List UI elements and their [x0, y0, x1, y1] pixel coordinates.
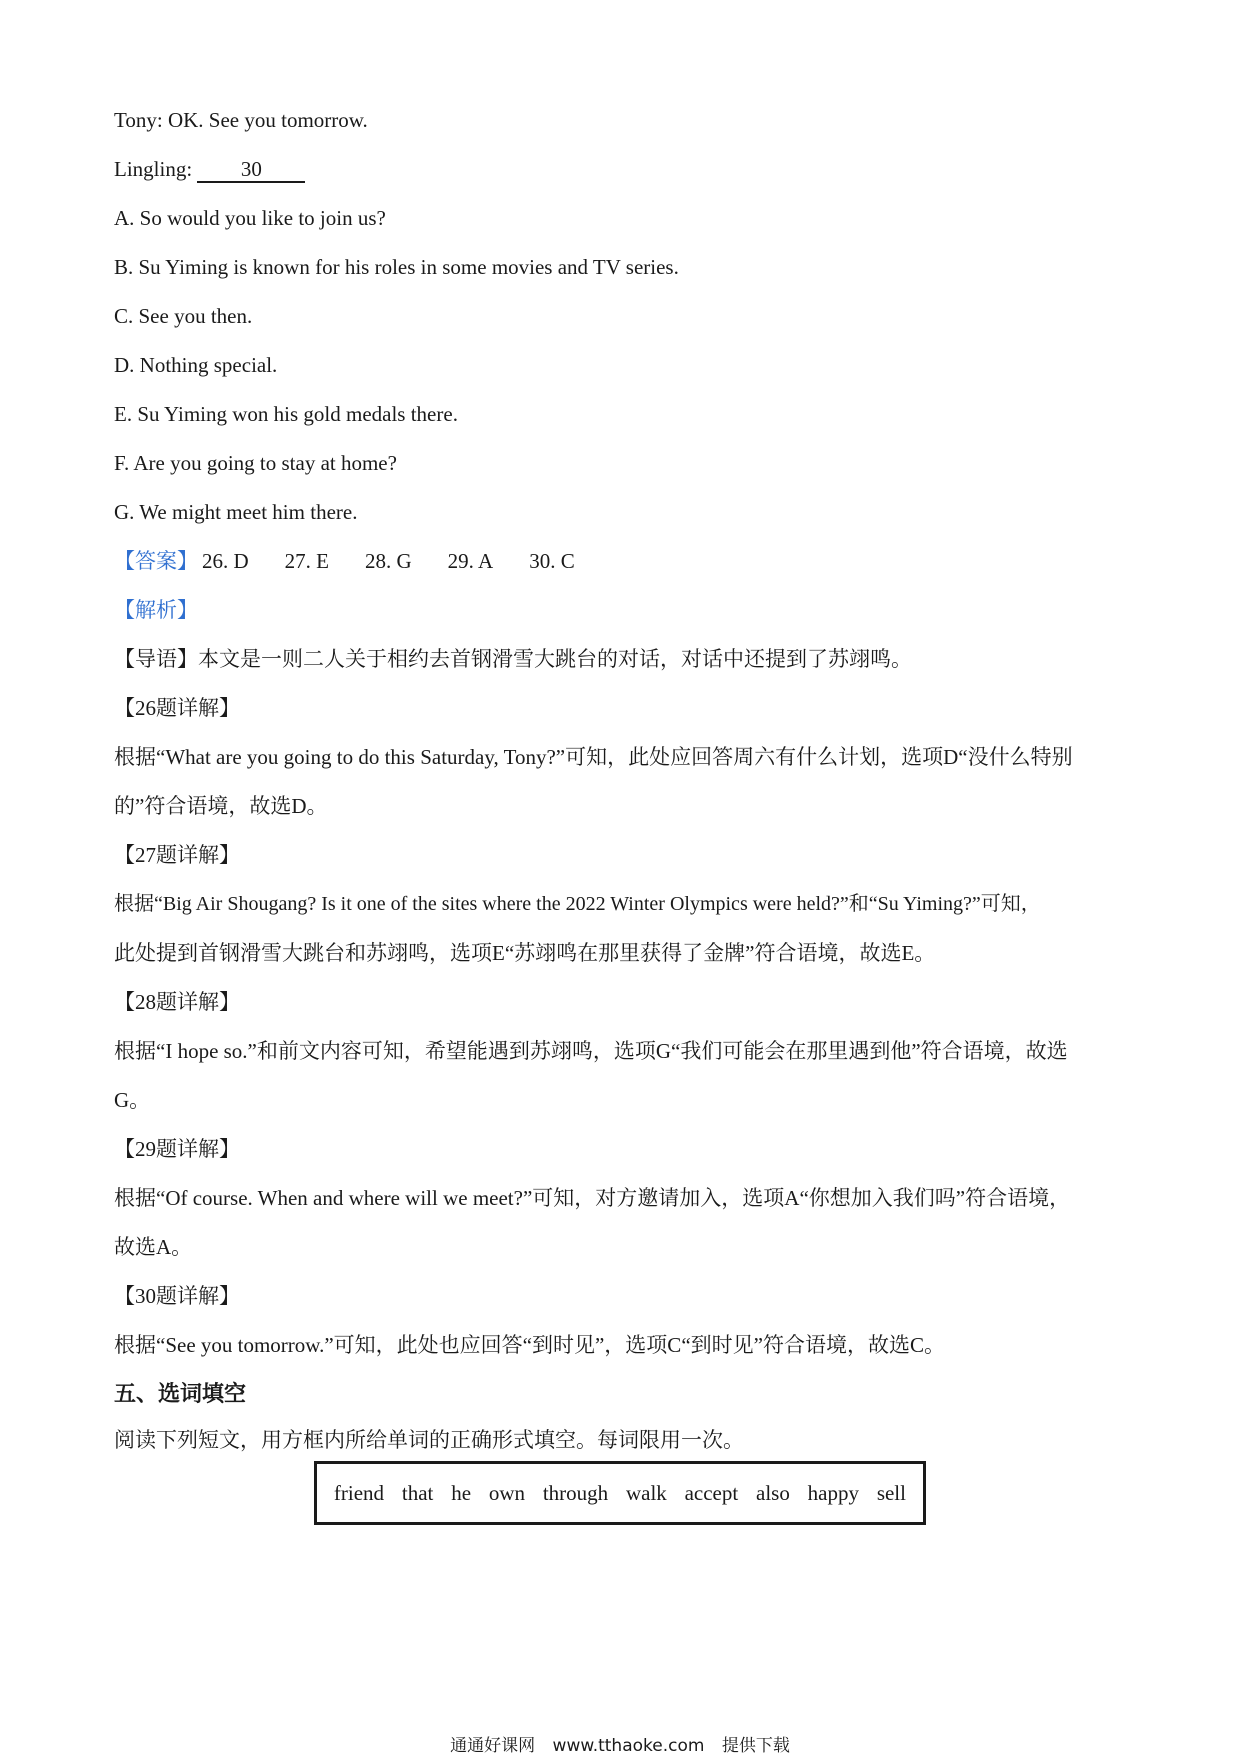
answer-blank: 30 — [197, 157, 305, 183]
word-bank-item: he — [451, 1480, 472, 1505]
detail-text-26-line2: 的”符合语境，故选D。 — [114, 794, 328, 818]
detail-text-27-line1: 根据“Big Air Shougang? Is it one of the sites where the 2022 Winter Olympics were held?”和“Su Yiming?”可知， — [114, 893, 1041, 915]
detail-text-27-line2: 此处提到首钢滑雪大跳台和苏翊鸣，选项E“苏翊鸣在那里获得了金牌”符合语境，故选E。 — [114, 941, 936, 965]
answer-item: 26. D — [202, 549, 249, 573]
option-b: B. Su Yiming is known for his roles in some movies and TV series. — [114, 255, 679, 279]
detail-text-28-line2: G。 — [114, 1088, 151, 1112]
answer-row — [114, 547, 575, 575]
detail-title-28: 【28题详解】 — [114, 990, 240, 1014]
option-c: C. See you then. — [114, 304, 253, 328]
word-bank-item: sell — [876, 1480, 906, 1505]
word-bank-item: accept — [684, 1480, 739, 1505]
word-bank-item: that — [401, 1480, 434, 1505]
word-bank-item: friend — [333, 1480, 385, 1505]
word-bank-item: happy — [807, 1480, 859, 1505]
dialogue-line-tony — [114, 106, 368, 134]
detail-title-30: 【30题详解】 — [114, 1284, 240, 1308]
option-e: E. Su Yiming won his gold medals there. — [114, 402, 458, 426]
detail-title-27: 【27题详解】 — [114, 843, 240, 867]
answer-label: 【答案】 — [114, 549, 198, 573]
page-footer — [0, 1731, 1240, 1756]
answer-item: 29. A — [447, 549, 494, 573]
answer-item: 30. C — [529, 549, 575, 573]
detail-text-29-line2: 故选A。 — [114, 1235, 193, 1259]
word-bank-item: walk — [625, 1480, 667, 1505]
word-bank-box — [314, 1461, 926, 1525]
answer-item: 27. E — [284, 549, 329, 573]
speaker: Lingling: — [114, 157, 193, 181]
option-f: F. Are you going to stay at home? — [114, 451, 397, 475]
detail-text-26-line1: 根据“What are you going to do this Saturday, Tony?”可知，此处应回答周六有什么计划，选项D“没什么特别 — [114, 745, 1073, 769]
option-d: D. Nothing special. — [114, 353, 278, 377]
word-bank-item: through — [542, 1480, 609, 1505]
detail-title-26: 【26题详解】 — [114, 696, 240, 720]
speaker: Tony: — [114, 108, 163, 132]
footer-tail: 提供下载 — [721, 1736, 790, 1756]
answer-item: 28. G — [365, 549, 412, 573]
footer-url[interactable]: www.tthaoke.com — [552, 1736, 705, 1756]
detail-text-29-line1: 根据“Of course. When and where will we meet?”可知，对方邀请加入，选项A“你想加入我们吗”符合语境， — [114, 1186, 1071, 1210]
detail-text-28-line1: 根据“I hope so.”和前文内容可知，希望能遇到苏翊鸣，选项G“我们可能会在那里遇到他”符合语境，故选 — [114, 1039, 1068, 1063]
detail-text-30-line1: 根据“See you tomorrow.”可知，此处也应回答“到时见”，选项C“到时见”符合语境，故选C。 — [114, 1333, 945, 1357]
option-a: A. So would you like to join us? — [114, 206, 386, 230]
dialogue-line-lingling — [114, 155, 305, 183]
word-bank-item: own — [488, 1480, 525, 1505]
analysis-label: 【解析】 — [114, 598, 198, 622]
section-heading: 五、选词填空 — [114, 1382, 247, 1407]
option-g: G. We might meet him there. — [114, 500, 358, 524]
detail-title-29: 【29题详解】 — [114, 1137, 240, 1161]
dialogue-text: OK. See you tomorrow. — [167, 108, 368, 132]
footer-brand: 通通好课网 — [450, 1736, 536, 1756]
section-instruction: 阅读下列短文，用方框内所给单词的正确形式填空。每词限用一次。 — [114, 1428, 744, 1452]
word-bank-item: also — [756, 1480, 790, 1505]
intro-text: 【导语】本文是一则二人关于相约去首钢滑雪大跳台的对话，对话中还提到了苏翊鸣。 — [114, 647, 912, 671]
